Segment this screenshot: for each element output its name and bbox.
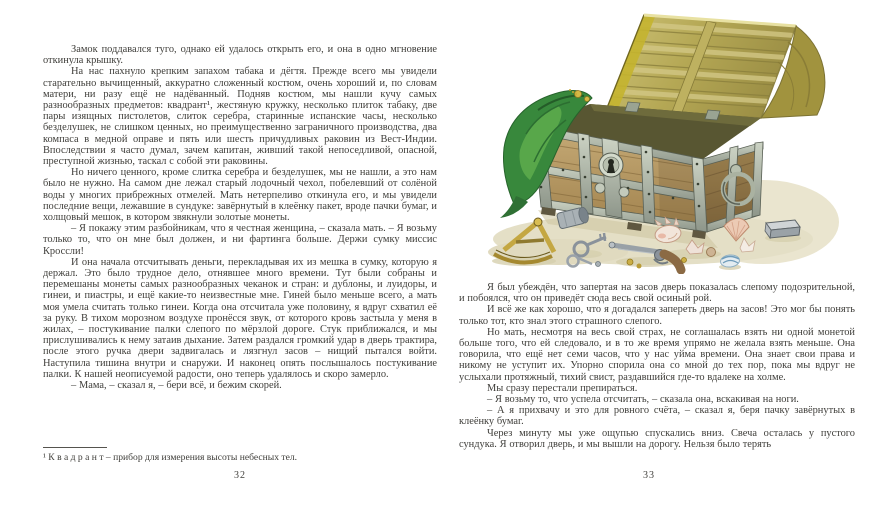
paragraph: Мы сразу перестали препираться. [487,382,638,394]
paragraph: – Я покажу этим разбойникам, что я честная женщина, – сказала мать. – Я возьму только то, что он мне был должен, и ни фартинга больше. Держи сумку миссис Кроссли! [43,223,437,257]
footnote-divider [43,447,107,448]
paragraph: И она начала отсчитывать деньги, перекладывая их из мешка в сумку, которую я держал. Это было трудное дело, отнявшее много времени. Тут были собраны и перемешаны монеты самых разнообразных чеканок и стран: и дублоны, и луидоры, и гинеи, и пиастры, и ещё какие-то неизвестные мне. Гиней было меньше всего, а мать моя умела считать только гинеи. Когда она отсчитала уже половину, я вдруг схватил её за руку. В тихом морозном воздухе пронёсся звук, от которого кровь застыла у меня в жилах, – постукивание палки слепого по мёрзлой дороге. Стук приближался, и мы прислушивались к нему затаив дыхание. Затем раздался громкий удар в дверь трактира, после этого ручка двери задвигалась и лязгнул засов – нищий пытался войти. Наступила тишина внутри и снаружи. И наконец опять послышалось постукивание палки. К нашей неописуемой радости, оно теперь удалялось и скоро замерло. [43,256,437,380]
paragraph: Через минуту мы уже ощупью спускались вниз. Свеча осталась у пустого сундука. Я отворил дверь, и мы вышли на дорогу. Нельзя было терять [459,427,855,450]
paragraph: И всё же как хорошо, что я догадался запереть дверь на засов! Это мог бы понять только тот, кто знал этого страшного слепого. [459,304,855,327]
paragraph: – Я возьму то, что успела отсчитать, – сказала она, вскакивая на ноги. [487,394,799,406]
paragraph: – Мама, – сказал я, – бери всё, и бежим скорей. [71,380,282,392]
paragraph: Но ничего ценного, кроме слитка серебра и безделушек, мы не нашли, а это нам было не нужно. На самом дне лежал старый лодочный чехол, побелевший от солёной воды у многих прибрежных отмелей. Мать нетерпеливо откинула его, и мы увидели последние вещи, лежавшие в сундуке: завёрнутый в клеёнку пакет, вроде пачки бумаг, и холщовый мешок, в котором звякнули золотые монеты. [43,167,437,224]
paragraph: На нас пахнуло крепким запахом табака и дёгтя. Прежде всего мы увидели старательно вычищенный, аккуратно сложенный костюм, очень хороший и, по словам матери, ни разу ещё не надёванный. Подняв костюм, мы нашли кучу самых разнообразных предметов: квадрант¹, жестяную кружку, несколько плиток табаку, две пары изящных пистолетов, слиток серебра, старинные испанские часы, несколько безделушек, не слишком ценных, но преимущественно заграничного производства, два компаса в медной оправе и пять или шесть причудливых раковин из Вест-Индии. Впоследствии я часто думал, зачем капитан, живший такой непоседливой, опасной, преступной жизнью, таскал с собой эти раковины. [43,66,437,168]
treasure-chest-illustration [478,2,870,274]
paragraph: – А я прихвачу и это для ровного счёта, – сказал я, беря пачку завёрнутых в клеёнку бумаг. [459,405,855,428]
page-number-right: 33 [643,470,655,481]
footnote: ¹ К в а д р а н т – прибор для измерения высоты небесных тел. [43,452,298,463]
right-page-text [459,282,855,450]
left-page-text [43,44,437,391]
paragraph: Замок поддавался туго, однако ей удалось открыть его, и она в одно мгновение откинула крышку. [43,44,437,67]
page-number-left: 32 [234,470,246,481]
paragraph: Но мать, несмотря на весь свой страх, не соглашалась взять ни одной монетой больше того, что ей следовало, и в то же время упрямо не желала взять меньше. Она говорила, что ещё нет семи часов, что у нас уйма времени. Она знает свои права и никому не уступит их. Упорно спорила она со мной до тех пор, пока мы вдруг не услыхали протяжный, тихий свист, раздавшийся где-то вдалеке на холме. [459,326,855,383]
silver-ingot [765,220,800,238]
paragraph: Я был убеждён, что запертая на засов дверь показалась слепому подозрительной, и побоялся, что он приведёт сюда весь свой осиный рой. [459,282,855,305]
chest-lid [607,15,825,118]
